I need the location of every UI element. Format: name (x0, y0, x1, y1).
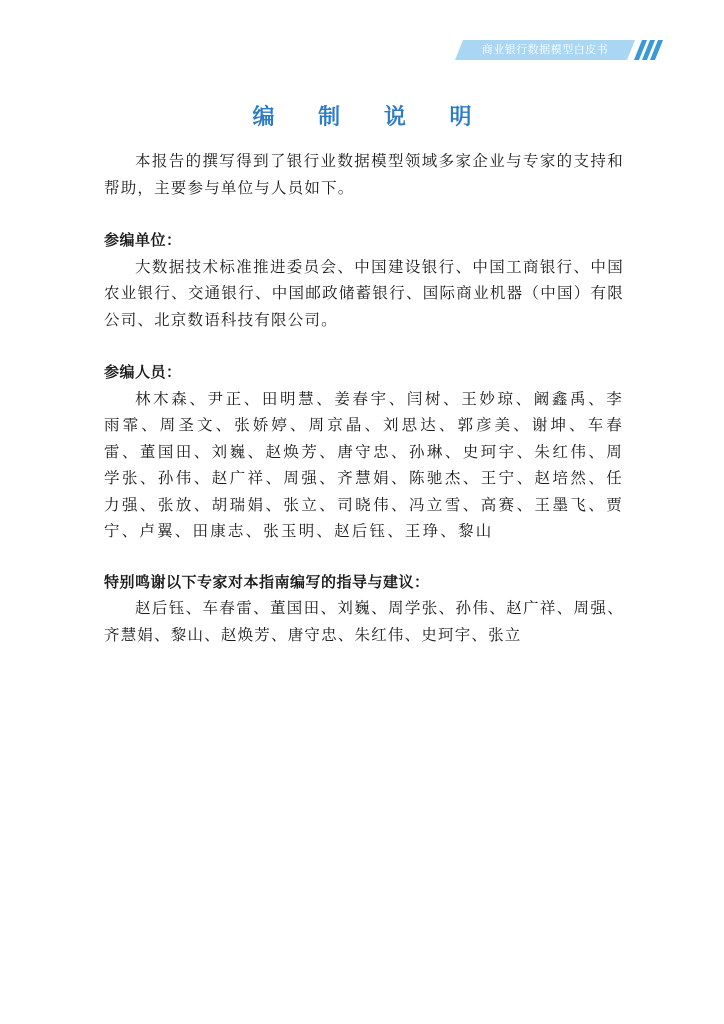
intro-paragraph: 本报告的撰写得到了银行业数据模型领域多家企业与专家的支持和帮助，主要参与单位与人员如下。 (104, 152, 624, 197)
thanks-heading: 特别鸣谢以下专家对本指南编写的指导与建议： (104, 572, 430, 591)
units-heading: 参编单位： (104, 231, 182, 249)
units-paragraph: 大数据技术标准推进委员会、中国建设银行、中国工商银行、中国农业银行、交通银行、中国邮政储蓄银行、国际商业机器（中国）有限公司、北京数语科技有限公司。 (104, 257, 624, 329)
people-paragraph: 林木森、尹正、田明慧、姜春宇、闫树、王妙琼、阚鑫禹、李雨霏、周圣文、张娇婷、周京晶、刘思达、郭彦美、谢坤、车春雷、董国田、刘巍、赵焕芳、唐守忠、孙琳、史珂宇、朱红伟、周学张、孙伟、赵广祥、周强、齐慧娟、陈驰杰、王宁、赵培然、任力强、张放、胡瑞娟、张立、司晓伟、冯立雪、高赛、王墨飞、贾宁、卢翼、田康志、张玉明、赵后钰、王琤、黎山 (104, 389, 624, 540)
page-title: 编 制 说 明 (252, 105, 490, 130)
thanks-paragraph: 赵后钰、车春雷、董国田、刘巍、周学张、孙伟、赵广祥、周强、齐慧娟、黎山、赵焕芳、唐守忠、朱红伟、史珂宇、张立 (104, 599, 624, 644)
document-body (104, 148, 624, 648)
header-title: 商业银行数据模型白皮书 (481, 43, 609, 56)
people-heading: 参编人员： (104, 363, 182, 381)
